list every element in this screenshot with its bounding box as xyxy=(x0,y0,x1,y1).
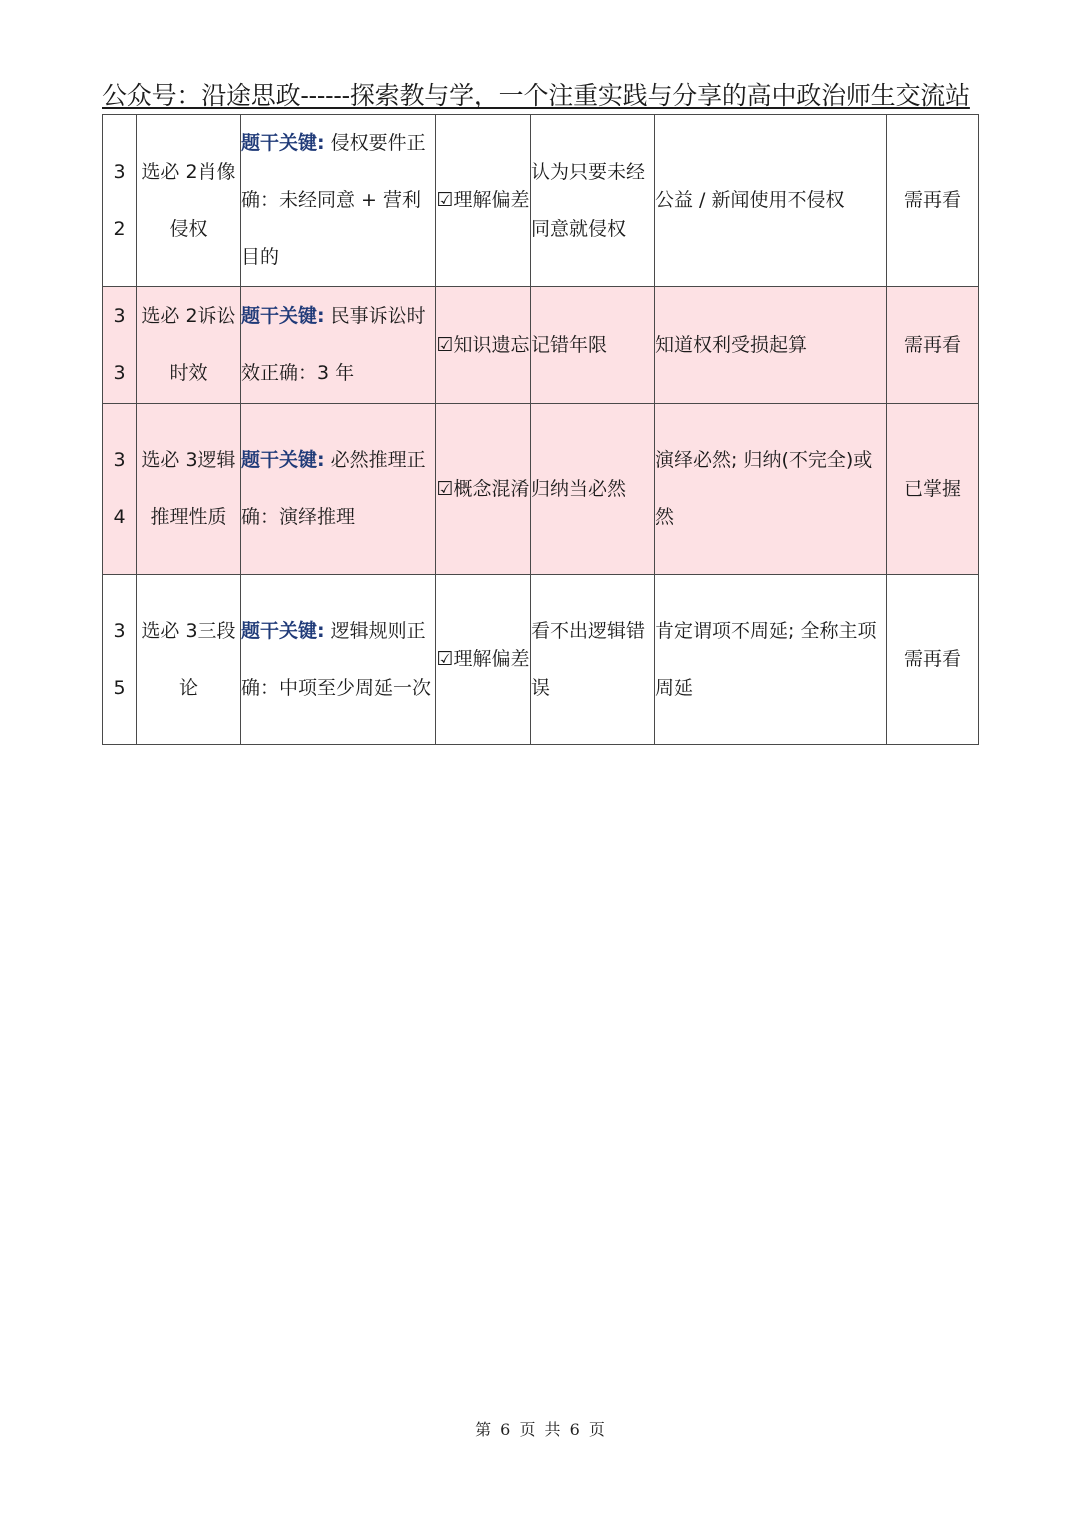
question-number-digit: 3 xyxy=(113,449,126,471)
error-cause-cell: 看不出逻辑错误 xyxy=(531,575,655,745)
module-cell: 选必 2诉讼时效 xyxy=(137,287,241,404)
key-point-text: 民事诉讼时效正确：3 年 xyxy=(241,305,426,384)
correction-cell: 肯定谓项不周延; 全称主项周延 xyxy=(655,575,887,745)
question-number-digit: 3 xyxy=(113,619,126,642)
table-row xyxy=(103,115,979,287)
status-cell: 需再看 xyxy=(887,287,979,404)
key-point-text: 必然推理正确：演绎推理 xyxy=(241,449,426,528)
key-point-cell xyxy=(241,575,436,745)
module-cell: 选必 3逻辑推理性质 xyxy=(137,404,241,575)
table-row xyxy=(103,575,979,745)
page-footer: 第 6 页 共 6 页 xyxy=(475,1420,605,1439)
question-number-cell xyxy=(103,575,137,745)
error-type-cell: ☑概念混淆 xyxy=(436,404,531,575)
status-cell: 需再看 xyxy=(887,575,979,745)
correction-cell: 演绎必然; 归纳(不完全)或然 xyxy=(655,404,887,575)
status-cell: 已掌握 xyxy=(887,404,979,575)
key-point-cell xyxy=(241,287,436,404)
error-type-cell: ☑理解偏差 xyxy=(436,575,531,745)
key-point-label: 题干关键: xyxy=(241,449,325,471)
status-cell: 需再看 xyxy=(887,115,979,287)
key-point-label: 题干关键: xyxy=(241,132,325,154)
correction-cell: 知道权利受损起算 xyxy=(655,287,887,404)
question-number-digit: 5 xyxy=(113,676,126,699)
error-cause-cell: 归纳当必然 xyxy=(531,404,655,575)
error-type-cell: ☑知识遗忘 xyxy=(436,287,531,404)
error-cause-cell: 记错年限 xyxy=(531,287,655,404)
error-review-table xyxy=(102,114,979,745)
key-point-text: 逻辑规则正确：中项至少周延一次 xyxy=(241,619,432,699)
page-header: 公众号：沿途思政------探索教与学，一个注重实践与分享的高中政治师生交流站 xyxy=(102,81,970,110)
error-cause-cell: 认为只要未经同意就侵权 xyxy=(531,115,655,287)
error-type-cell: ☑理解偏差 xyxy=(436,115,531,287)
key-point-label: 题干关键: xyxy=(241,619,325,642)
question-number-digit: 4 xyxy=(113,506,126,528)
question-number-digit: 2 xyxy=(113,217,126,240)
question-number-cell xyxy=(103,404,137,575)
question-number-digit: 3 xyxy=(113,160,126,183)
table-row xyxy=(103,404,979,575)
module-cell: 选必 3三段论 xyxy=(137,575,241,745)
question-number-digit: 3 xyxy=(113,362,126,384)
correction-cell: 公益 / 新闻使用不侵权 xyxy=(655,115,887,287)
key-point-cell xyxy=(241,115,436,287)
key-point-text: 侵权要件正确：未经同意 + 营利目的 xyxy=(241,132,426,268)
module-cell: 选必 2肖像侵权 xyxy=(137,115,241,287)
key-point-cell xyxy=(241,404,436,575)
key-point-label: 题干关键: xyxy=(241,305,325,327)
question-number-digit: 3 xyxy=(113,305,126,327)
question-number-cell xyxy=(103,115,137,287)
table-row xyxy=(103,287,979,404)
question-number-cell xyxy=(103,287,137,404)
